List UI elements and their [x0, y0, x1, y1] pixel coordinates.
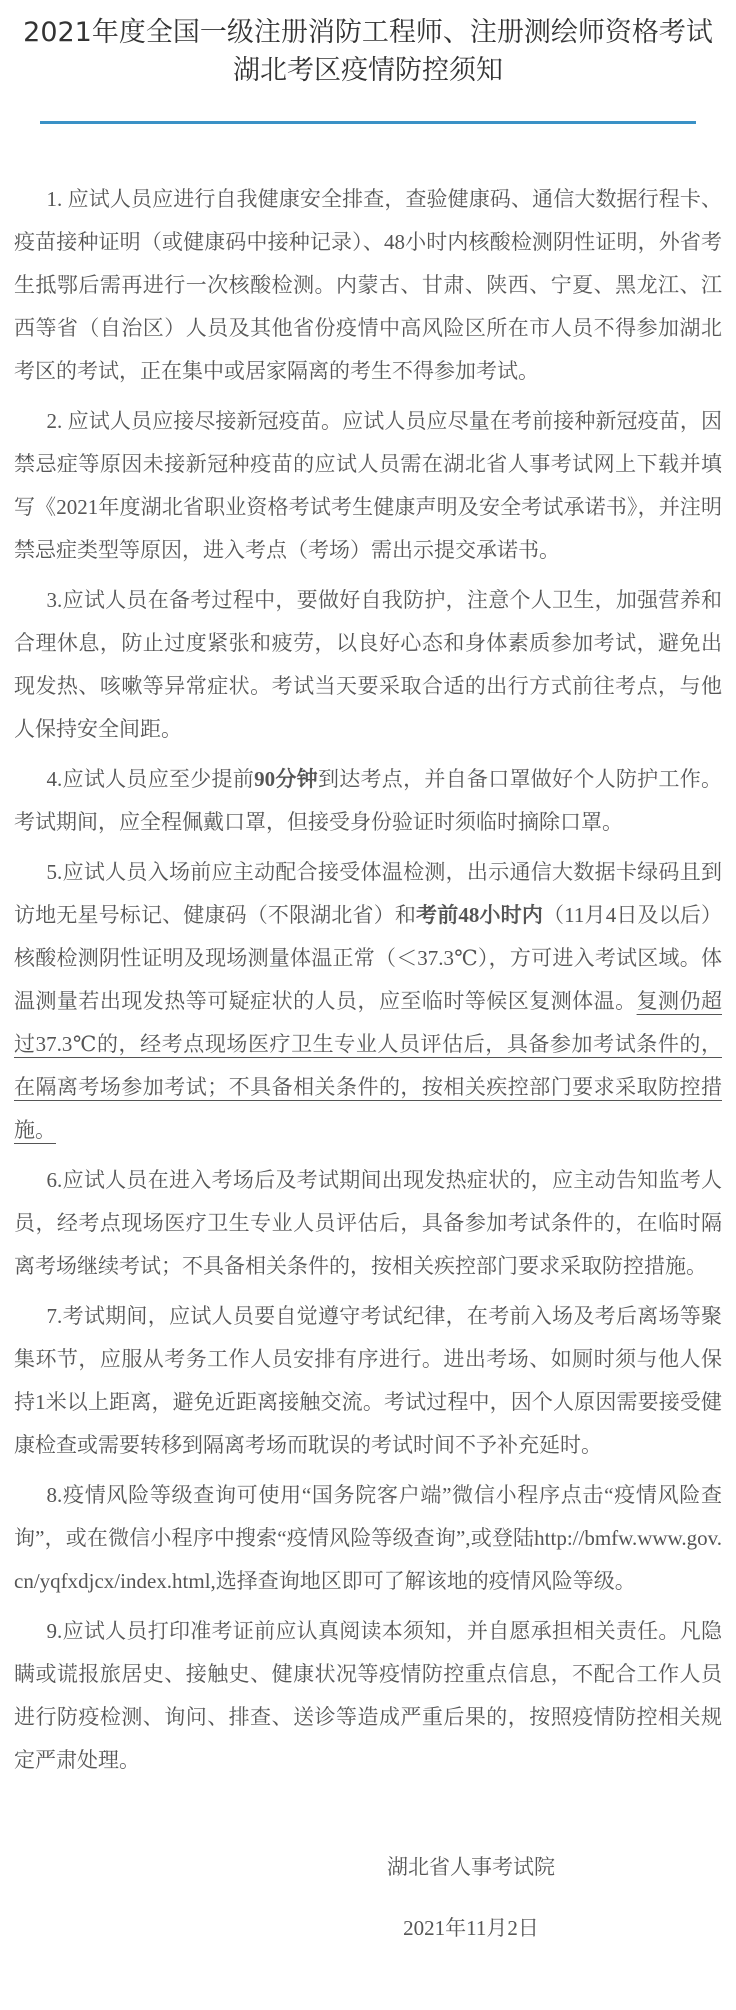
underlined-retest-rule: 复测仍超过37.3℃的，经考点现场医疗卫生专业人员评估后，具备参加考试条件的，在隔离考场参加考试；不具备相关条件的，按相关疾控部门要求采取防控措施。: [14, 989, 722, 1142]
paragraph-text: 1. 应试人员应进行自我健康安全排查，查验健康码、通信大数据行程卡、疫苗接种证明（或健康码中接种记录）、48小时内核酸检测阴性证明，外省考生抵鄂后需再进行一次核酸检测。内蒙古、甘肃、陕西、宁夏、黑龙江、江西等省（自治区）人员及其他省份疫情中高风险区所在市人员不得参加湖北考区的考试，正在集中或居家隔离的考生不得参加考试。: [14, 187, 722, 383]
notice-body: [10, 178, 726, 1782]
notice-paragraph-8: [14, 1474, 722, 1603]
notice-paragraph-2: [14, 400, 722, 572]
notice-paragraph-3: [14, 579, 722, 751]
emphasis-48-hours: 考前48小时内: [416, 903, 543, 927]
notice-paragraph-4: [14, 758, 722, 844]
paragraph-text: 2. 应试人员应接尽接新冠疫苗。应试人员应尽量在考前接种新冠疫苗，因禁忌症等原因未接新冠种疫苗的应试人员需在湖北省人事考试网上下载并填写《2021年度湖北省职业资格考试考生健康声明及安全考试承诺书》，并注明禁忌症类型等原因，进入考点（考场）需出示提交承诺书。: [14, 409, 722, 562]
paragraph-text: ,选择查询地区即可了解该地的疫情风险等级。: [210, 1569, 636, 1593]
emphasis-90-minutes: 90分钟: [254, 767, 318, 791]
paragraph-text: 5.应试人员入场前应主动配合接受体温检测，出示通信大数据卡绿码且到访地无星号标记、健康码（不限湖北省）和: [14, 860, 722, 927]
paragraph-text: 6.应试人员在进入考场后及考试期间出现发热症状的，应主动告知监考人员，经考点现场医疗卫生专业人员评估后，具备参加考试条件的，在临时隔离考场继续考试；不具备相关条件的，按相关疾控部门要求采取防控措施。: [14, 1168, 722, 1278]
title-divider: [40, 121, 696, 124]
page-title: 2021年度全国一级注册消防工程师、注册测绘师资格考试湖北考区疫情防控须知: [23, 17, 713, 86]
notice-paragraph-1: [14, 178, 722, 393]
paragraph-text: 到达考点，并自备口罩做好个人防护工作。考试期间，应全程佩戴口罩，但接受身份验证时须临时摘除口罩。: [14, 767, 723, 834]
notice-paragraph-9: [14, 1610, 722, 1782]
issuing-organization: 湖北省人事考试院: [387, 1855, 555, 1879]
paragraph-text: 4.应试人员应至少提前: [46, 767, 255, 791]
paragraph-text: 8.疫情风险等级查询可使用“国务院客户端”微信小程序点击“疫情风险查询”，或在微信小程序中搜索“疫情风险等级查询”,或登陆: [14, 1483, 722, 1550]
signature-block: [10, 1846, 726, 1950]
issue-date: 2021年11月2日: [403, 1916, 539, 1940]
paragraph-text: 7.考试期间，应试人员要自觉遵守考试纪律，在考前入场及考后离场等聚集环节，应服从考务工作人员安排有序进行。进出考场、如厕时须与他人保持1米以上距离，避免近距离接触交流。考试过程中，因个人原因需要接受健康检查或需要转移到隔离考场而耽误的考试时间不予补充延时。: [14, 1304, 722, 1457]
paragraph-text: （11月4日及以后）核酸检测阴性证明及现场测量体温正常（＜37.3℃），方可进入考试区域。体温测量若出现发热等可疑症状的人员，应至临时等候区复测体温。: [14, 903, 722, 1013]
paragraph-text: 9.应试人员打印准考证前应认真阅读本须知，并自愿承担相关责任。凡隐瞒或谎报旅居史、接触史、健康状况等疫情防控重点信息，不配合工作人员进行防疫检测、询问、排查、送诊等造成严重后果的，按照疫情防控相关规定严肃处理。: [14, 1619, 722, 1772]
notice-paragraph-7: [14, 1295, 722, 1467]
notice-paragraph-6: [14, 1159, 722, 1288]
paragraph-text: 3.应试人员在备考过程中，要做好自我防护，注意个人卫生，加强营养和合理休息，防止过度紧张和疲劳，以良好心态和身体素质参加考试，避免出现发热、咳嗽等异常症状。考试当天要采取合适的出行方式前往考点，与他人保持安全间距。: [14, 588, 722, 741]
risk-query-url: http://bmfw.www.gov.cn/yqfxdjcx/index.html: [14, 1526, 722, 1593]
notice-paragraph-5: [14, 851, 722, 1152]
